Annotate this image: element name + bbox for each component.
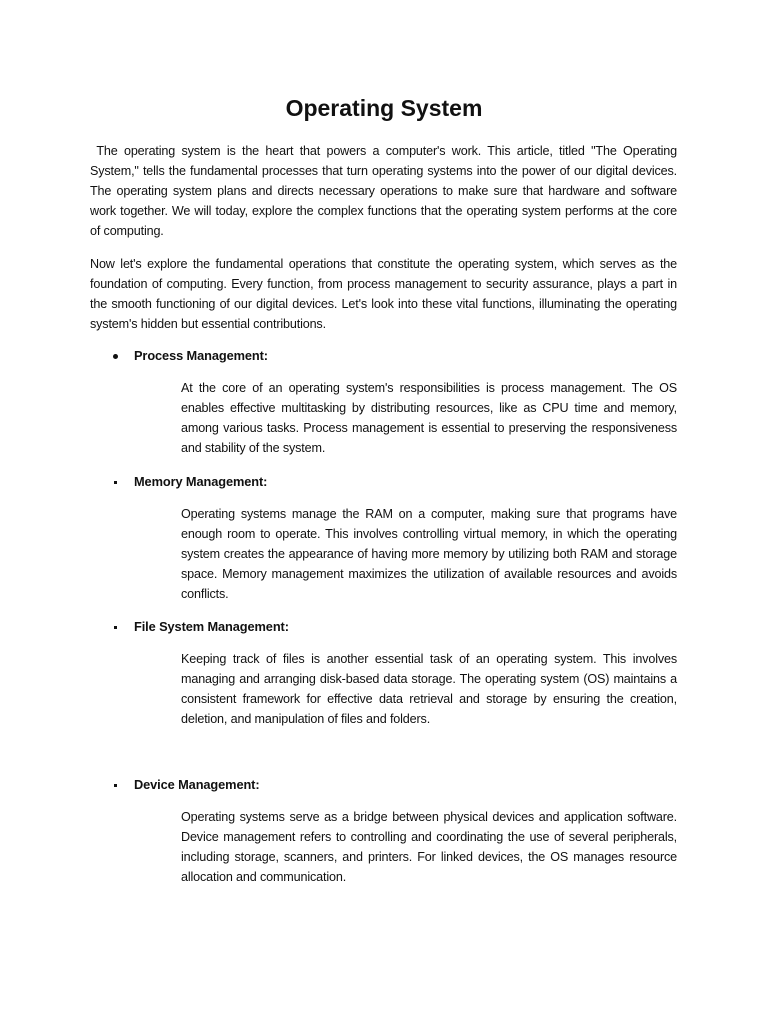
section-heading: Device Management: [134,777,260,792]
page-title: Operating System [285,95,483,121]
section-file-system-management-body: Keeping track of files is another essential task of an operating system. This involves managing and arranging disk-based data storage. The operating system (OS) maintains a consistent framework for effective data retrieval and storage by ensuring the creation, deletion, and manipulation of files and folders. [181,652,677,726]
section-device-management-body: Operating systems serve as a bridge between physical devices and application software. Device management refers to controlling and coordinating the use of several peripherals, including storage, scanners, and printers. For linked devices, the OS manages resource allocation and communication. [181,810,677,884]
intro-paragraph-1: The operating system is the heart that powers a computer's work. This article, titled "The Operating System," tells the fundamental processes that turn operating systems into the power of our digital devices. The operating system plans and directs necessary operations to make sure that hardware and software work together. We will today, explore the complex functions that the operating system performs at the core of computing. [90,144,681,238]
section-device-management-heading-row [110,775,260,795]
section-heading: Process Management: [134,348,268,363]
bullet-dot-icon [110,346,134,366]
intro-paragraph-2: Now let's explore the fundamental operations that constitute the operating system, which serves as the foundation of computing. Every function, from process management to security assurance, plays a part in the smooth functioning of our digital devices. Let's look into these vital functions, illuminating the operating system's hidden but essential contributions. [90,257,677,331]
section-process-management-heading-row [110,346,268,366]
bullet-square-icon [110,617,134,637]
section-process-management-body: At the core of an operating system's responsibilities is process management. The OS enables effective multitasking by distributing resources, like as CPU time and memory, among various tasks. Process management is essential to preserving the responsiveness and stability of the system. [181,381,677,455]
section-heading: File System Management: [134,619,289,634]
section-file-system-management-heading-row [110,617,289,637]
bullet-square-icon [110,472,134,492]
bullet-square-icon [110,775,134,795]
section-heading: Memory Management: [134,474,268,489]
section-memory-management-heading-row [110,472,267,492]
section-memory-management-body: Operating systems manage the RAM on a computer, making sure that programs have enough room to operate. This involves controlling virtual memory, in which the operating system creates the appearance of having more memory by utilizing both RAM and storage space. Memory management maximizes the utilization of available resources and avoids conflicts. [181,507,677,601]
